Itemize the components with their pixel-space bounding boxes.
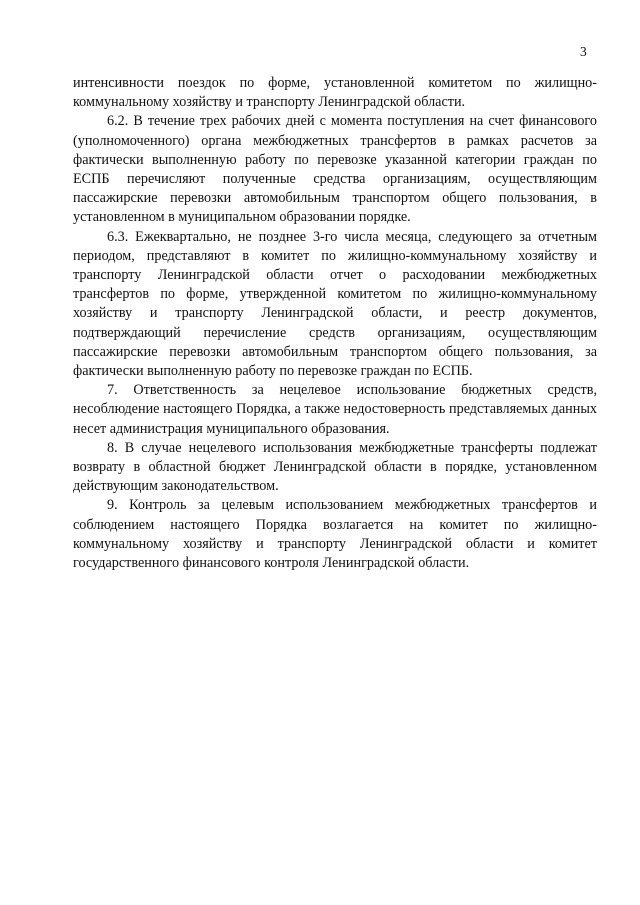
paragraph-6-3: 6.3. Ежеквартально, не позднее 3-го числа месяца, следующего за отчетным периодом, представляют в комитет по жилищно-коммунальному хозяйству и транспорту Ленинградской области отчет о расходовании межбюджетных трансфертов по форме, утвержденной комитетом по жилищно-коммунальному хозяйству и транспорту Ленинградской области, и реестр документов, подтверждающий перечисление средств организациям, осуществляющим пассажирские перевозки автомобильным транспортом общего пользования, за фактически выполненную работу по перевозке граждан по ЕСПБ. [73, 228, 597, 380]
paragraph-7: 7. Ответственность за нецелевое использование бюджетных средств, несоблюдение настоящего Порядка, а также недостоверность представляемых данных несет администрация муниципального образования. [73, 382, 597, 437]
paragraph-9: 9. Контроль за целевым использованием межбюджетных трансфертов и соблюдением настоящего Порядка возлагается на комитет по жилищно-коммунальному хозяйству и транспорту Ленинградской области и комитет государственного финансового контроля Ленинградской области. [73, 497, 597, 572]
paragraph-6-2: 6.2. В течение трех рабочих дней с момента поступления на счет финансового (уполномоченного) органа межбюджетных трансфертов в рамках расчетов за фактически выполненную работу по перевозке указанной категории граждан по ЕСПБ перечисляют полученные средства организациям, осуществляющим пассажирские перевозки автомобильным транспортом общего пользования, в установленном в муниципальном образовании порядке. [73, 113, 597, 226]
page-number: 3 [580, 44, 587, 59]
paragraph-6-1-continuation: интенсивности поездок по форме, установленной комитетом по жилищно-коммунальному хозяйству и транспорту Ленинградской области. [73, 75, 597, 111]
document-body [73, 74, 597, 573]
paragraph-8: 8. В случае нецелевого использования межбюджетные трансферты подлежат возврату в областной бюджет Ленинградской области в порядке, установленном действующим законодательством. [73, 439, 597, 495]
